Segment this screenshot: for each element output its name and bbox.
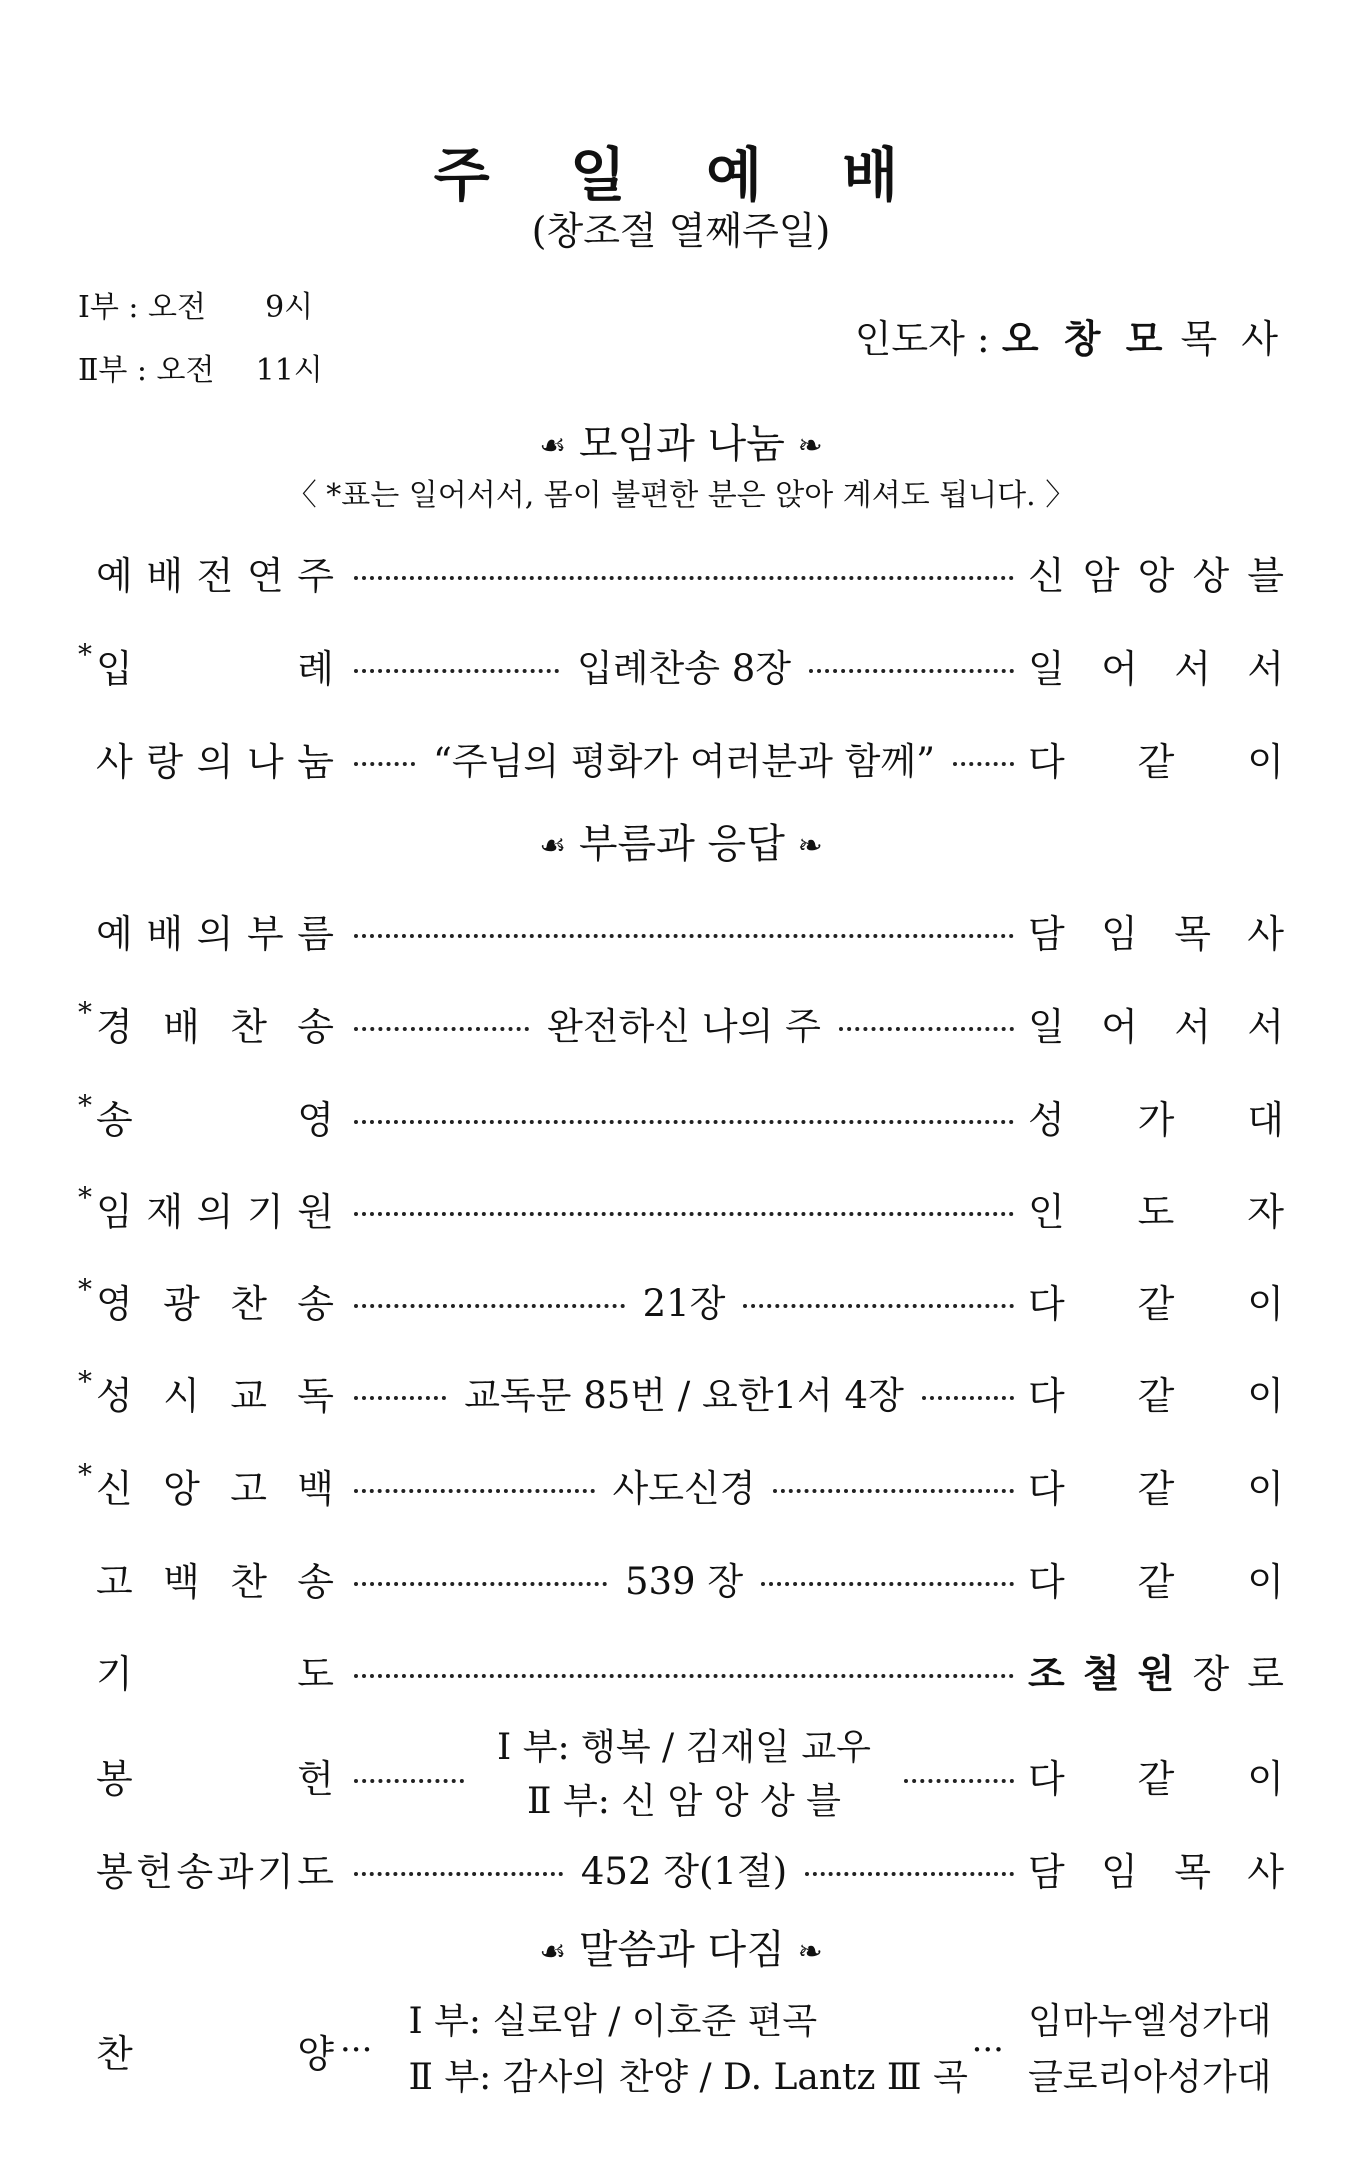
standing-marker: * xyxy=(78,637,92,671)
leader-prefix: 인도자 : xyxy=(854,317,990,361)
order-row xyxy=(78,1086,1284,1146)
session-1-label: Ⅰ부 : 오전 xyxy=(78,290,206,325)
standing-marker: * xyxy=(78,1457,92,1491)
section-heading-word xyxy=(0,1918,1362,1975)
order-row xyxy=(78,635,1284,695)
session-2 xyxy=(78,345,323,389)
section-heading-gathering xyxy=(0,412,1362,469)
section-title: 모임과 나눔 xyxy=(578,421,785,467)
offering-line-1: Ⅰ 부: 행복 / 김재일 교우 xyxy=(497,1727,871,1768)
order-label xyxy=(78,996,340,1051)
order-label xyxy=(78,1273,340,1328)
order-role: 다 같 이 xyxy=(1028,1281,1284,1326)
order-detail: 21장 xyxy=(642,1282,726,1325)
order-role: 다 같 이 xyxy=(1028,1373,1284,1418)
order-detail: 사도신경 xyxy=(612,1467,756,1510)
order-label-text: 봉 헌 xyxy=(96,1756,334,1801)
order-row xyxy=(78,900,1284,960)
order-role: 다 같 이 xyxy=(1028,1466,1284,1511)
standing-marker: * xyxy=(78,995,92,1029)
order-row xyxy=(78,1270,1284,1330)
order-row xyxy=(78,1640,1284,1700)
order-row xyxy=(78,1455,1284,1515)
order-row-offering-song xyxy=(78,1838,1284,1898)
order-label-text: 신 앙 고 백 xyxy=(96,1466,334,1511)
order-label xyxy=(78,1643,340,1698)
order-detail: 539 장 xyxy=(624,1560,744,1603)
order-row xyxy=(78,542,1284,602)
order-detail: 교독문 85번 / 요한1서 4장 xyxy=(464,1374,904,1417)
order-label xyxy=(78,2023,340,2078)
order-label xyxy=(78,1551,340,1606)
order-row-anthem: 찬 양 ··· Ⅰ 부: 실로암 / 이호준 편곡 Ⅱ 부: 감사의 찬양 / D. Lantz Ⅲ 곡 ··· 임마누엘성가대 글로리아성가대 xyxy=(78,1995,1284,2105)
order-row xyxy=(78,1362,1284,1422)
order-row xyxy=(78,1178,1284,1238)
order-label-text: 경 배 찬 송 xyxy=(96,1004,334,1049)
order-label xyxy=(78,545,340,600)
standing-marker: * xyxy=(78,1088,92,1122)
leader xyxy=(855,308,1284,363)
order-row xyxy=(78,993,1284,1053)
standing-marker xyxy=(78,1551,96,1606)
section-title: 말씀과 다짐 xyxy=(578,1927,785,1973)
order-label-text: 성 시 교 독 xyxy=(96,1373,334,1418)
order-label xyxy=(78,1365,340,1420)
order-detail: 완전하신 나의 주 xyxy=(547,1005,821,1048)
session-1 xyxy=(78,282,313,326)
order-role: 성 가 대 xyxy=(1028,1097,1284,1142)
standing-marker: * xyxy=(78,1180,92,1214)
ornament-left-icon: ☙ xyxy=(539,828,567,864)
order-role: 담 임 목 사 xyxy=(1028,1849,1284,1894)
order-detail: “주님의 평화가 여러분과 함께” xyxy=(432,740,936,783)
order-role: 다 같 이 xyxy=(1028,739,1284,784)
order-role: 신 암 앙 상 블 xyxy=(1028,553,1284,598)
standing-marker xyxy=(78,903,96,958)
order-label xyxy=(78,1841,340,1896)
order-label-text: 고 백 찬 송 xyxy=(96,1559,334,1604)
order-role: 담 임 목 사 xyxy=(1028,911,1284,956)
ornament-left-icon: ☙ xyxy=(539,428,567,464)
order-role: 조 철 원 장 로 xyxy=(1028,1651,1284,1696)
standing-marker xyxy=(78,731,96,786)
order-label-text: 봉 헌 송 과 기 도 xyxy=(96,1849,334,1894)
order-label xyxy=(78,903,340,958)
anthem-line-1: Ⅰ 부: 실로암 / 이호준 편곡 xyxy=(408,2001,818,2042)
order-role: 다 같 이 xyxy=(1028,1559,1284,1604)
order-row-offering xyxy=(78,1725,1284,1825)
section-title: 부름과 응답 xyxy=(578,821,785,867)
anthem-line-2: Ⅱ 부: 감사의 찬양 / D. Lantz Ⅲ 곡 xyxy=(408,2057,968,2098)
order-label-text: 입 례 xyxy=(96,646,334,691)
order-label xyxy=(78,638,340,693)
order-label xyxy=(78,1748,340,1803)
ornament-right-icon: ❧ xyxy=(797,1934,823,1970)
standing-marker xyxy=(78,1643,96,1698)
order-label-text: 찬 양 xyxy=(96,2031,334,2076)
order-label-text: 영 광 찬 송 xyxy=(96,1281,334,1326)
order-row xyxy=(78,1548,1284,1608)
standing-marker: * xyxy=(78,1364,92,1398)
order-label-text: 송 영 xyxy=(96,1097,334,1142)
order-label-text: 임 재 의 기 원 xyxy=(96,1189,334,1234)
ornament-left-icon: ☙ xyxy=(539,1934,567,1970)
order-detail: 452 장(1절) xyxy=(580,1850,788,1893)
order-role: 다 같 이 xyxy=(1028,1756,1284,1801)
section-heading-call-response xyxy=(0,812,1362,869)
offering-line-2: Ⅱ 부: 신 암 앙 상 블 xyxy=(527,1781,841,1822)
leader-name: 오 창 모 xyxy=(1001,317,1169,361)
ornament-right-icon: ❧ xyxy=(797,828,823,864)
order-role: 일 어 서 서 xyxy=(1028,646,1284,691)
page-subtitle: (창조절 열째주일) xyxy=(531,209,831,253)
anthem-choir-2: 글로리아성가대 xyxy=(1028,2057,1272,2098)
order-label xyxy=(78,1181,340,1236)
standing-marker xyxy=(78,545,96,600)
order-label-text: 기 도 xyxy=(96,1651,334,1696)
session-2-label: Ⅱ부 : 오전 xyxy=(78,353,215,388)
order-label-text: 예 배 의 부 름 xyxy=(96,911,334,956)
order-role: 일 어 서 서 xyxy=(1028,1004,1284,1049)
order-detail: 입례찬송 8장 xyxy=(577,647,792,690)
page-title: 주 일 예 배 xyxy=(433,141,929,209)
order-label xyxy=(78,731,340,786)
order-label xyxy=(78,1458,340,1513)
order-role: 인 도 자 xyxy=(1028,1189,1284,1234)
ornament-right-icon: ❧ xyxy=(797,428,823,464)
leader-title: 목 사 xyxy=(1180,317,1284,361)
anthem-choir-1: 임마누엘성가대 xyxy=(1028,2001,1272,2042)
order-label xyxy=(78,1089,340,1144)
order-label-text: 사 랑 의 나 눔 xyxy=(96,739,334,784)
session-1-time: 9시 xyxy=(265,290,314,325)
session-2-time: 11시 xyxy=(255,353,323,388)
order-row xyxy=(78,728,1284,788)
standing-note: 〈 *표는 일어서서, 몸이 불편한 분은 앉아 계셔도 됩니다. 〉 xyxy=(286,478,1076,513)
standing-marker: * xyxy=(78,1272,92,1306)
order-label-text: 예 배 전 연 주 xyxy=(96,553,334,598)
